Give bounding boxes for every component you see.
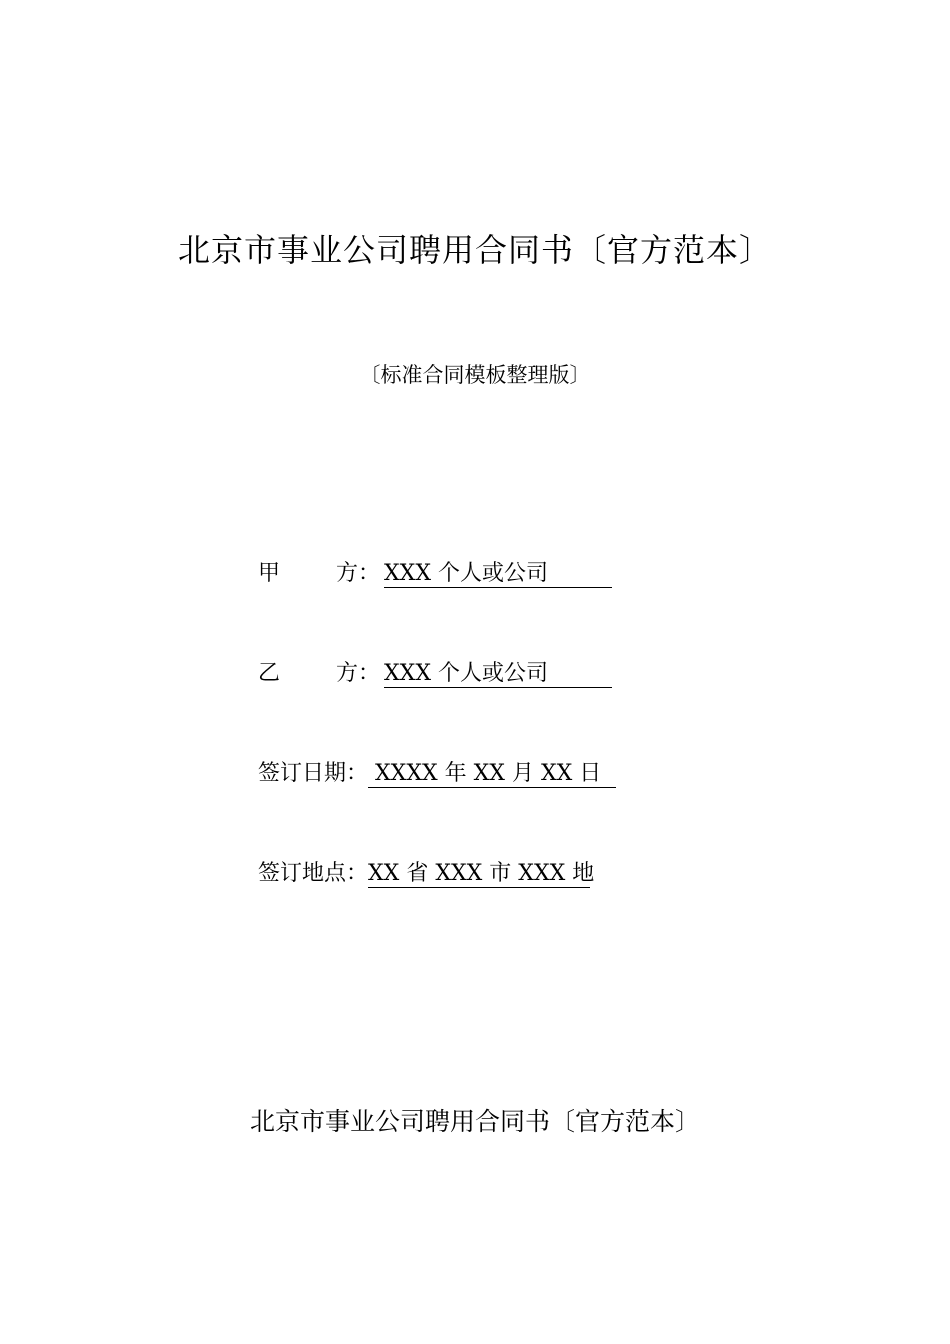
party-b-value: XXX 个人或公司 <box>384 661 612 688</box>
signing-place-field <box>258 858 595 890</box>
signing-date-value: XXXX 年 XX 月 XX 日 <box>368 761 616 788</box>
signing-date-label: 签订日期： <box>258 761 369 786</box>
footer-title: 北京市事业公司聘用合同书〔官方范本〕 <box>249 1107 700 1136</box>
signing-place-label: 签订地点： <box>258 861 369 886</box>
party-b-label: 乙 方： <box>258 661 381 686</box>
party-a-value: XXX 个人或公司 <box>384 561 612 588</box>
party-a-field <box>258 558 612 590</box>
document-title: 北京市事业公司聘用合同书〔官方范本〕 <box>177 231 772 269</box>
party-b-field <box>258 658 612 690</box>
signing-place-value: XX 省 XXX 市 XXX 地 <box>368 861 595 886</box>
signing-date-field <box>258 758 616 790</box>
party-a-label: 甲 方： <box>258 561 381 586</box>
document-subtitle: 〔标准合同模板整理版〕 <box>359 363 591 387</box>
